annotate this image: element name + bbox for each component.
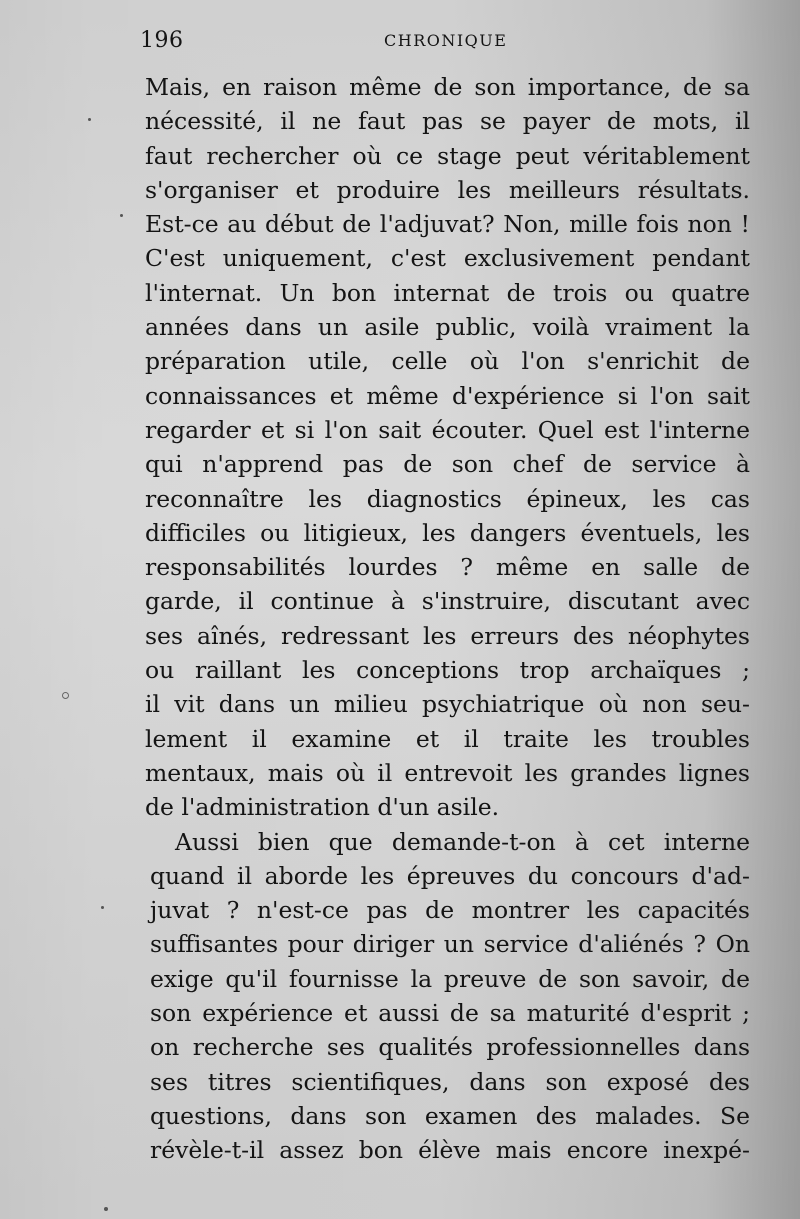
text-line: mentaux, mais où il entrevoit les grandes lignes xyxy=(145,758,750,787)
text-line: questions, dans son examen des malades. Se xyxy=(150,1101,750,1130)
text-line: préparation utile, celle où l'on s'enrichit de xyxy=(145,347,750,376)
paper-speck xyxy=(88,118,91,121)
text-line: juvat ? n'est-ce pas de montrer les capacités xyxy=(150,896,750,925)
running-title: CHRONIQUE xyxy=(384,31,508,50)
text-line: Mais, en raison même de son importance, de sa xyxy=(145,73,750,101)
text-line: Est-ce au début de l'adjuvat? Non, mille fois non ! xyxy=(145,210,750,239)
text-line: exige qu'il fournisse la preuve de son savoir, de xyxy=(150,964,750,993)
text-line: qui n'apprend pas de son chef de service à xyxy=(145,450,750,479)
text-line: suffisantes pour diriger un service d'aliénés ? On xyxy=(150,930,750,959)
text-line: ses titres scientifiques, dans son exposé des xyxy=(150,1067,750,1096)
text-line: connaissances et même d'expérience si l'on sait xyxy=(145,381,750,410)
text-line: quand il aborde les épreuves du concours d'ad- xyxy=(150,861,750,890)
text-line: on recherche ses qualités professionnelles dans xyxy=(150,1033,750,1062)
text-line: garde, il continue à s'instruire, discutant avec xyxy=(145,587,750,616)
page-number: 196 xyxy=(140,28,184,53)
text-line: lement il examine et il traite les troubles xyxy=(145,724,750,753)
text-line: responsabilités lourdes ? même en salle de xyxy=(145,553,750,582)
text-line: difficiles ou litigieux, les dangers éventuels, les xyxy=(145,518,750,547)
text-line: il vit dans un milieu psychiatrique où non seu- xyxy=(145,690,750,719)
paper-speck xyxy=(104,1207,108,1211)
paper-speck xyxy=(101,906,104,909)
text-line: de l'administration d'un asile. xyxy=(145,793,500,822)
text-line: nécessité, il ne faut pas se payer de mots, il xyxy=(145,107,750,136)
text-line: ou raillant les conceptions trop archaïques ; xyxy=(145,656,750,685)
text-line: l'internat. Un bon internat de trois ou quatre xyxy=(145,278,750,307)
page-header xyxy=(140,28,760,58)
text-line: reconnaître les diagnostics épineux, les cas xyxy=(145,484,750,513)
text-line: son expérience et aussi de sa maturité d'esprit ; xyxy=(150,999,750,1028)
paragraph-2 xyxy=(145,825,750,1168)
text-line: faut rechercher où ce stage peut véritablement xyxy=(145,141,750,170)
text-line: révèle-t-il assez bon élève mais encore inexpé- xyxy=(150,1136,750,1165)
body-text xyxy=(145,70,750,1168)
text-line: s'organiser et produire les meilleurs résultats. xyxy=(145,175,750,204)
paragraph-1 xyxy=(145,70,750,825)
text-line: regarder et si l'on sait écouter. Quel est l'interne xyxy=(145,415,750,444)
text-line: C'est uniquement, c'est exclusivement pendant xyxy=(145,244,750,273)
paper-speck xyxy=(120,214,123,217)
text-line: ses aînés, redressant les erreurs des néophytes xyxy=(145,621,750,650)
text-line: Aussi bien que demande-t-on à cet interne xyxy=(175,827,750,856)
paper-speck xyxy=(62,692,69,699)
text-line: années dans un asile public, voilà vraiment la xyxy=(145,313,750,342)
